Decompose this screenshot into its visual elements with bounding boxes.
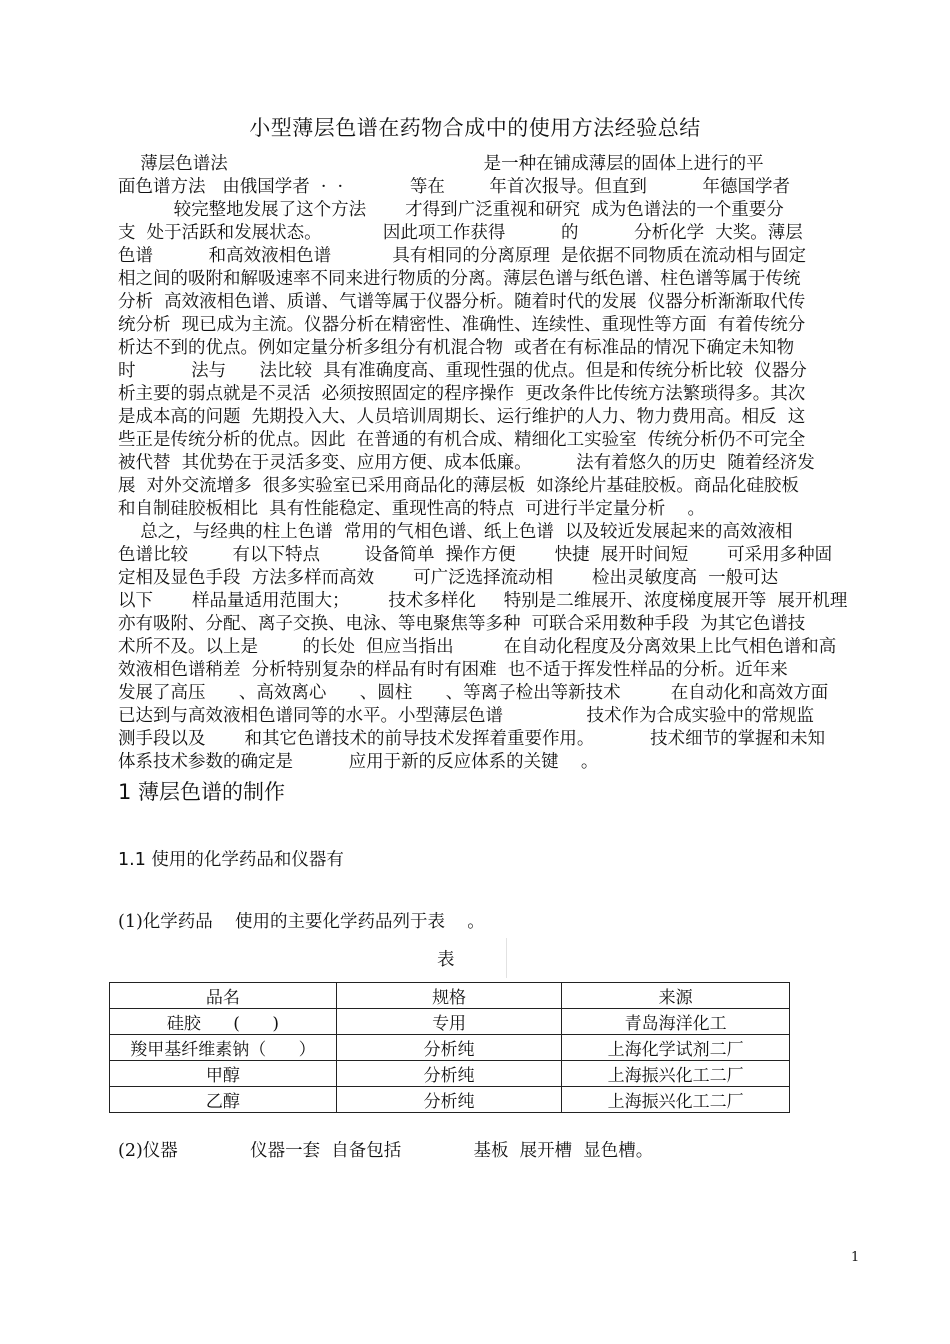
text-line: 体系技术参数的确定是 应用于新的反应体系的关键 。: [118, 752, 599, 772]
table-row: [110, 1009, 790, 1035]
instruments-text: (2)仪器 仪器一套 自备包括 基板 展开槽 显色槽。: [118, 1141, 654, 1161]
page-number: 1: [851, 1250, 860, 1265]
table-header-row: [110, 983, 790, 1009]
text-line: 是成本高的问题 先期投入大、人员培训周期长、运行维护的人力、物力费用高。相反 这: [118, 407, 806, 427]
cell-source: 上海化学试剂二厂: [562, 1035, 790, 1061]
text-line: 相之间的吸附和解吸速率不同来进行物质的分离。薄层色谱与纸色谱、柱色谱等属于传统: [118, 269, 801, 289]
text-line: 以下 样品量适用范围大； 技术多样化 特别是二维展开、浓度梯度展开等 展开机理: [118, 591, 848, 611]
text-line: 术所不及。以上是 的长处 但应当指出 在自动化程度及分离效果上比气相色谱和高: [118, 637, 837, 657]
table-caption: 表: [437, 950, 455, 970]
subsection-heading: 1.1 使用的化学药品和仪器有: [118, 850, 344, 870]
cell-spec: 分析纯: [336, 1061, 561, 1087]
chemicals-table: [109, 982, 790, 1113]
text-line: 较完整地发展了这个方法 才得到广泛重视和研究 成为色谱法的一个重要分: [118, 200, 784, 220]
text-line: 已达到与高效液相色谱同等的水平。小型薄层色谱 技术作为合成实验中的常规监: [118, 706, 814, 726]
table-row: [110, 1061, 790, 1087]
cell-name: 硅胶 ( ): [110, 1009, 337, 1035]
text-line: 时 法与 法比较 具有准确度高、重现性强的优点。但是和传统分析比较 仪器分: [118, 361, 807, 381]
cell-spec: 分析纯: [336, 1087, 561, 1113]
cell-name: 甲醇: [110, 1061, 337, 1087]
text-line: 亦有吸附、分配、离子交换、电泳、等电聚焦等多种 可联合采用数种手段 为其它色谱技: [118, 614, 806, 634]
cell-name: 乙醇: [110, 1087, 337, 1113]
cell-spec: 分析纯: [336, 1035, 561, 1061]
caption-divider: [506, 938, 507, 978]
text-line: 析主要的弱点就是不灵活 必须按照固定的程序操作 更改条件比传统方法繁琐得多。其次: [118, 384, 806, 404]
chemicals-text: (1)化学药品 使用的主要化学药品列于表 。: [118, 912, 485, 932]
text-line: 析达不到的优点。例如定量分析多组分有机混合物 或者在有标准品的情况下确定未知物: [118, 338, 795, 358]
cell-source: 上海振兴化工二厂: [562, 1061, 790, 1087]
intro-paragraphs: [118, 153, 863, 774]
header-source: 来源: [562, 983, 790, 1009]
text-line: 发展了高压 、高效离心 、圆柱 、等离子检出等新技术 在自动化和高效方面: [118, 683, 829, 703]
text-line: 总之，与经典的柱上色谱 常用的气相色谱、纸上色谱 以及较近发展起来的高效液相: [118, 522, 793, 542]
text-line: 被代替 其优势在于灵活多变、应用方便、成本低廉。 法有着悠久的历史 随着经济发: [118, 453, 815, 473]
text-line: 支 处于活跃和发展状态。 因此项工作获得 的 分析化学 大奖。薄层: [118, 223, 803, 243]
header-spec: 规格: [336, 983, 561, 1009]
text-line: 和自制硅胶板相比 具有性能稳定、重现性高的特点 可进行半定量分析 。: [118, 499, 705, 519]
text-line: 薄层色谱法 是一种在铺成薄层的固体上进行的平: [118, 154, 764, 174]
cell-source: 上海振兴化工二厂: [562, 1087, 790, 1113]
cell-spec: 专用: [336, 1009, 561, 1035]
header-name: 品名: [110, 983, 337, 1009]
text-line: 测手段以及 和其它色谱技术的前导技术发挥着重要作用。 技术细节的掌握和未知: [118, 729, 826, 749]
cell-source: 青岛海洋化工: [562, 1009, 790, 1035]
document-title: 小型薄层色谱在药物合成中的使用方法经验总结: [249, 116, 701, 140]
text-line: 色谱比较 有以下特点 设备简单 操作方便 快捷 展开时间短 可采用多种固: [118, 545, 833, 565]
table-row: [110, 1035, 790, 1061]
text-line: 效液相色谱稍差 分析特别复杂的样品有时有困难 也不适于挥发性样品的分析。近年来: [118, 660, 788, 680]
text-line: 些正是传统分析的优点。因此 在普通的有机合成、精细化工实验室 传统分析仍不可完全: [118, 430, 806, 450]
text-line: 统分析 现已成为主流。仪器分析在精密性、准确性、连续性、重现性等方面 有着传统分: [118, 315, 806, 335]
cell-name: 羧甲基纤维素钠（ ）: [110, 1035, 337, 1061]
table-row: [110, 1087, 790, 1113]
text-line: 展 对外交流增多 很多实验室已采用商品化的薄层板 如涤纶片基硅胶板。商品化硅胶板: [118, 476, 799, 496]
section-heading: 1 薄层色谱的制作: [118, 780, 286, 804]
text-line: 色谱 和高效液相色谱 具有相同的分离原理 是依据不同物质在流动相与固定: [118, 246, 806, 266]
text-line: 定相及显色手段 方法多样而高效 可广泛选择流动相 检出灵敏度高 一般可达: [118, 568, 779, 588]
text-line: 面色谱方法 由俄国学者 · · 等在 年首次报导。但直到 年德国学者: [118, 177, 790, 197]
text-line: 分析 高效液相色谱、质谱、气谱等属于仪器分析。随着时代的发展 仪器分析渐渐取代传: [118, 292, 806, 312]
